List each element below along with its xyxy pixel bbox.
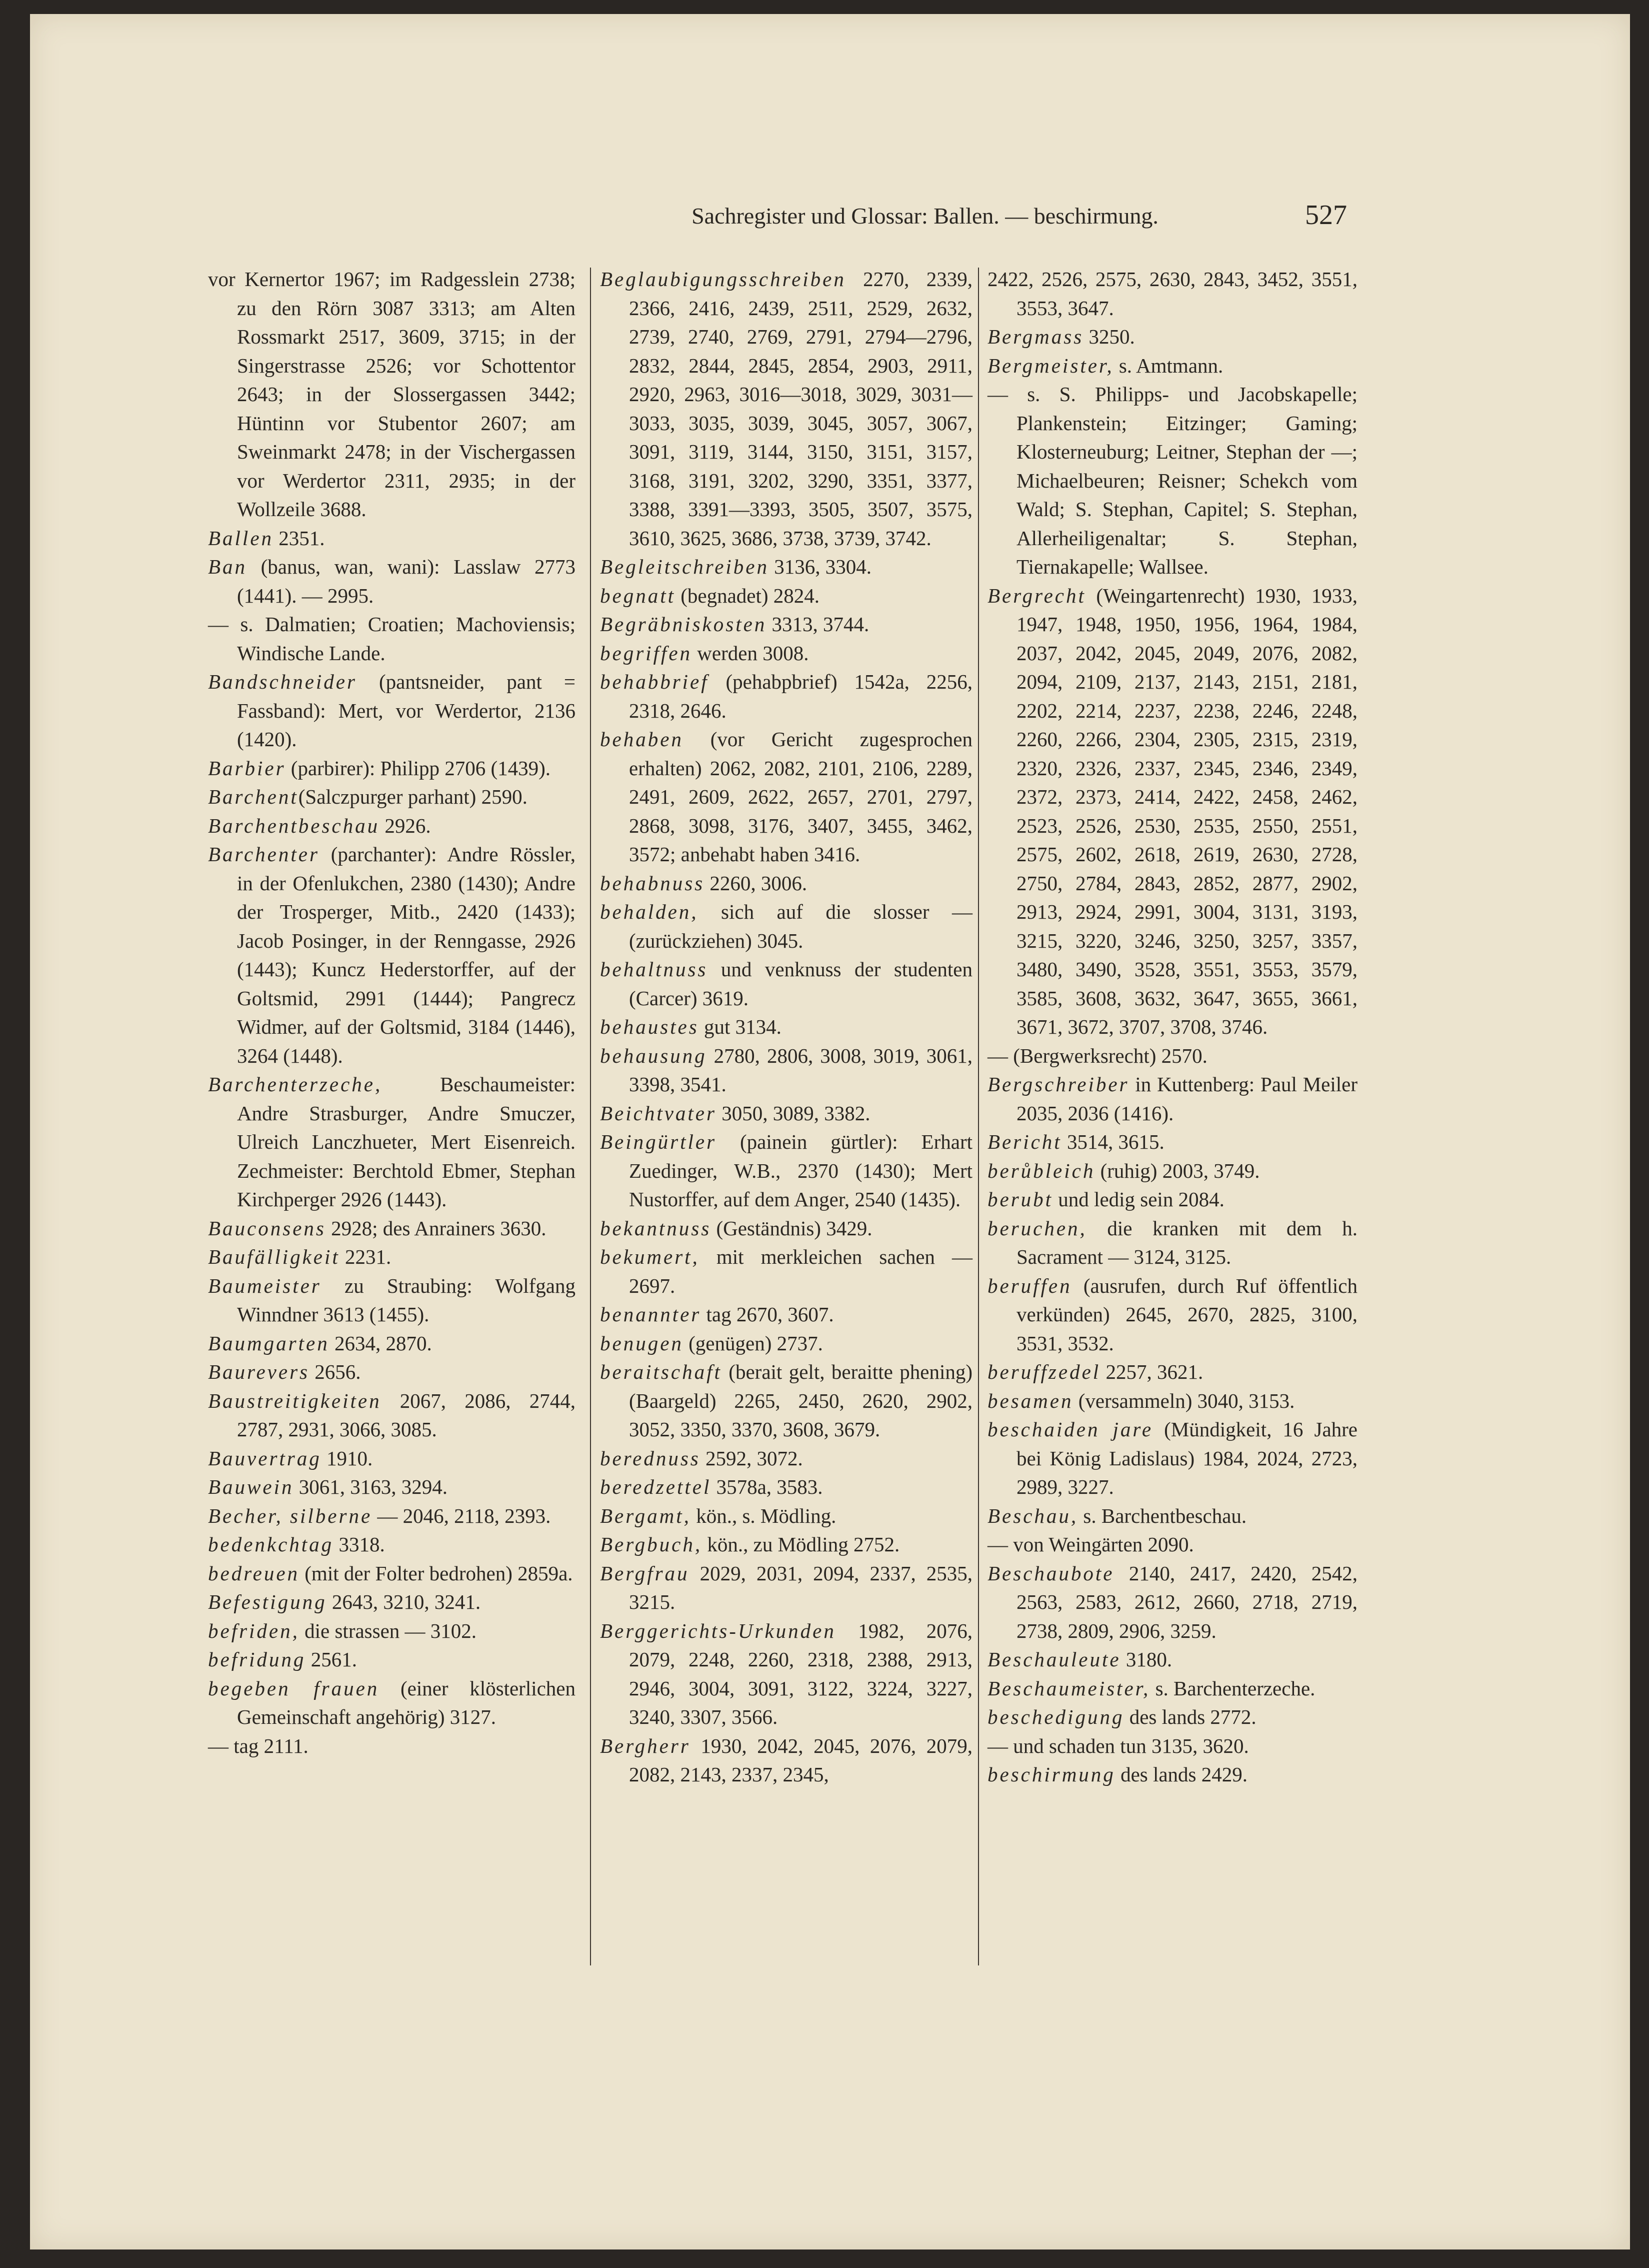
entry-text: (versammeln) 3040, 3153.: [1073, 1389, 1295, 1412]
index-entry: [988, 1387, 1358, 1416]
entry-text: (genügen) 2737.: [683, 1331, 823, 1355]
entry-lemma: behaustes: [600, 1015, 699, 1038]
entry-lemma: berednuss: [600, 1446, 700, 1470]
entry-text: 2140, 2417, 2420, 2542, 2563, 2583, 2612, 2660, 2718, 2719, 2738, 2809, 2906, 3259.: [1016, 1561, 1358, 1642]
entry-text: kön., zu Mödling 2752.: [702, 1533, 900, 1556]
index-entry: [600, 1128, 972, 1214]
entry-lemma: Beichtvater: [600, 1101, 716, 1125]
index-entry: [988, 380, 1358, 582]
index-entry: [600, 1243, 972, 1300]
entry-text: 3050, 3089, 3382.: [716, 1101, 870, 1125]
entry-text: (parbirer): Philipp 2706 (1439).: [286, 756, 551, 780]
index-entry: [208, 1645, 576, 1674]
entry-lemma: begnatt: [600, 584, 676, 607]
entry-lemma: begriffen: [600, 641, 692, 665]
entry-text: (parchanter): Andre Rössler, in der Ofenlukchen, 2380 (1430); Andre der Trosperger, Mitb., 2420 (1433); Jacob Posinger, in der Renngasse, 2926 (1443); Kuncz Hederstorffer, auf der Goltsmid, 2991 (1444); Pangrecz Widmer, auf der Goltsmid, 3184 (1446), 3264 (1448).: [237, 843, 576, 1067]
entry-text: — 2046, 2118, 2393.: [372, 1504, 551, 1527]
index-entry: [208, 668, 576, 754]
index-entry: [208, 812, 576, 841]
index-entry: [208, 1358, 576, 1387]
entry-text: vor Kernertor 1967; im Radgesslein 2738; zu den Rörn 3087 3313; am Alten Rossmarkt 2517, 3609, 3715; in der Singerstrasse 2526; vor Schottentor 2643; in der Slossergassen 3442; Hüntinn vor Stubentor 2607; am Sweinmarkt 2478; in der Vischergassen vor Werdertor 2311, 2935; in der Wollzeile 3688.: [208, 268, 576, 521]
entry-text: 2260, 3006.: [704, 871, 808, 895]
entry-text: gut 3134.: [698, 1015, 782, 1038]
entry-lemma: bekantnuss: [600, 1216, 712, 1240]
entry-text: kön., s. Mödling.: [690, 1504, 836, 1527]
entry-lemma: beschedigung: [988, 1705, 1124, 1728]
entry-text: 1982, 2076, 2079, 2248, 2260, 2318, 2388, 2913, 2946, 3004, 3091, 3122, 3224, 3227, 3240, 3307, 3566.: [629, 1619, 972, 1728]
entry-lemma: begeben frauen: [208, 1676, 380, 1700]
index-entry: [208, 840, 576, 1070]
entry-text: 3061, 3163, 3294.: [294, 1475, 448, 1498]
entry-text: (pehabpbrief) 1542a, 2256, 2318, 2646.: [629, 670, 972, 722]
entry-text: (berait gelt, beraitte phening) (Baargeld) 2265, 2450, 2620, 2902, 3052, 3350, 3370, 3608, 3679.: [629, 1360, 972, 1441]
index-entry: [600, 955, 972, 1013]
entry-lemma: beschirmung: [988, 1763, 1116, 1786]
index-entry: [208, 1732, 576, 1761]
entry-lemma: behabbrief: [600, 670, 709, 693]
entry-text: 1910.: [321, 1446, 373, 1470]
entry-text: 2656.: [309, 1360, 361, 1383]
entry-text: werden 3008.: [692, 641, 809, 665]
entry-text: (ruhig) 2003, 3749.: [1095, 1159, 1260, 1182]
index-entry: [208, 1674, 576, 1732]
entry-lemma: Ballen: [208, 526, 274, 550]
entry-text: die kranken mit dem h. Sacrament — 3124, 3125.: [1016, 1216, 1358, 1268]
column-rule: [590, 268, 591, 1965]
index-entry: [208, 1272, 576, 1329]
entry-lemma: Beschau,: [988, 1504, 1078, 1527]
entry-lemma: Beglaubigungsschreiben: [600, 268, 846, 291]
entry-text: und ledig sein 2084.: [1053, 1188, 1224, 1211]
entry-lemma: Beschaubote: [988, 1561, 1114, 1585]
entry-lemma: Baumgarten: [208, 1331, 330, 1355]
entry-text: — und schaden tun 3135, 3620.: [988, 1734, 1249, 1757]
index-entry: [600, 1559, 972, 1617]
index-entry: [600, 1358, 972, 1444]
entry-text: 2422, 2526, 2575, 2630, 2843, 3452, 3551, 3553, 3647.: [988, 268, 1358, 320]
index-entry: [988, 1645, 1358, 1674]
index-entry: [600, 1300, 972, 1329]
index-entry: [600, 898, 972, 955]
index-entry: [208, 553, 576, 610]
index-entry: [600, 1617, 972, 1732]
entry-text: 3514, 3615.: [1062, 1130, 1164, 1153]
page-number: 527: [1305, 200, 1347, 231]
entry-text: 3578a, 3583.: [711, 1475, 823, 1498]
index-entry: [208, 265, 576, 524]
index-entry: [988, 1530, 1358, 1559]
entry-lemma: bedreuen: [208, 1561, 300, 1585]
index-entry: [988, 1703, 1358, 1732]
index-entry: [208, 1473, 576, 1502]
index-entry: [208, 1070, 576, 1214]
entry-text: (pantsneider, pant = Fassband): Mert, vor Werdertor, 2136 (1420).: [237, 670, 576, 751]
index-entry: [208, 1243, 576, 1272]
index-column-1: [208, 265, 576, 1760]
entry-text: sich auf die slosser — (zurückziehen) 3045.: [629, 900, 972, 952]
entry-lemma: Bergherr: [600, 1734, 690, 1757]
entry-lemma: Bauwein: [208, 1475, 294, 1498]
index-entry: [600, 668, 972, 725]
entry-text: 3180.: [1120, 1648, 1172, 1671]
index-entry: [208, 1617, 576, 1646]
entry-lemma: Bergmass: [988, 325, 1084, 348]
entry-lemma: beschaiden jare: [988, 1418, 1154, 1441]
index-entry: [988, 1042, 1358, 1071]
entry-text: die strassen — 3102.: [299, 1619, 477, 1642]
entry-lemma: Bergschreiber: [988, 1073, 1130, 1096]
entry-lemma: Befestigung: [208, 1590, 327, 1613]
entry-lemma: besamen: [988, 1389, 1074, 1412]
column-rule: [978, 268, 979, 1965]
entry-text: 3136, 3304.: [769, 555, 872, 578]
index-entry: [600, 1329, 972, 1358]
entry-lemma: Barchent: [208, 785, 298, 808]
index-entry: [208, 1588, 576, 1617]
index-entry: [988, 1157, 1358, 1186]
entry-text: 3313, 3744.: [766, 613, 870, 636]
entry-text: 2067, 2086, 2744, 2787, 2931, 3066, 3085.: [237, 1389, 576, 1441]
entry-lemma: Bergbuch,: [600, 1533, 702, 1556]
index-entry: [988, 1502, 1358, 1531]
entry-text: 3250.: [1084, 325, 1135, 348]
entry-lemma: beruffzedel: [988, 1360, 1101, 1383]
entry-lemma: Becher, silberne: [208, 1504, 372, 1527]
entry-lemma: behabnuss: [600, 871, 705, 895]
entry-text: (einer klösterlichen Gemeinschaft angehörig) 3127.: [237, 1676, 576, 1728]
index-column-3: [988, 265, 1358, 1789]
index-entry: [988, 1760, 1358, 1789]
index-entry: [600, 1530, 972, 1559]
entry-lemma: Baumeister: [208, 1274, 322, 1297]
entry-lemma: Beschauleute: [988, 1648, 1121, 1671]
index-entry: [988, 1214, 1358, 1272]
entry-text: 1930, 2042, 2045, 2076, 2079, 2082, 2143, 2337, 2345,: [629, 1734, 972, 1786]
entry-lemma: behausung: [600, 1044, 707, 1067]
entry-text: (Mündigkeit, 16 Jahre bei König Ladislaus) 1984, 2024, 2723, 2989, 3227.: [1016, 1418, 1358, 1498]
entry-text: 2592, 3072.: [700, 1446, 803, 1470]
index-entry: [208, 1387, 576, 1444]
running-header: Sachregister und Glossar: Ballen. — beschirmung.: [692, 203, 1158, 229]
entry-text: 2926.: [380, 814, 431, 837]
index-entry: [600, 553, 972, 582]
entry-lemma: Barchentbeschau: [208, 814, 380, 837]
index-entry: [208, 1502, 576, 1531]
index-entry: [208, 1559, 576, 1588]
index-entry: [600, 1042, 972, 1099]
index-entry: [600, 1214, 972, 1243]
entry-lemma: beruffen: [988, 1274, 1072, 1297]
entry-lemma: Bericht: [988, 1130, 1062, 1153]
entry-text: 2231.: [340, 1245, 392, 1268]
entry-text: (vor Gericht zugesprochen erhalten) 2062, 2082, 2101, 2106, 2289, 2491, 2609, 2622, 2657, 2701, 2797, 2868, 3098, 3176, 3407, 3455, 3462, 3572; anbehabt haben 3416.: [629, 728, 972, 866]
entry-text: in Kuttenberg: Paul Meiler 2035, 2036 (1416).: [1016, 1073, 1358, 1125]
entry-text: 3318.: [334, 1533, 385, 1556]
index-entry: [988, 1415, 1358, 1502]
index-entry: [600, 610, 972, 639]
index-entry: [600, 1732, 972, 1789]
entry-lemma: benannter: [600, 1303, 702, 1326]
entry-lemma: beraitschaft: [600, 1360, 722, 1383]
entry-lemma: Begräbniskosten: [600, 613, 767, 636]
entry-lemma: Begleitschreiben: [600, 555, 769, 578]
entry-lemma: Barchenter: [208, 843, 320, 866]
entry-lemma: beruchen,: [988, 1216, 1087, 1240]
entry-lemma: behalden,: [600, 900, 698, 923]
entry-text: (Weingartenrecht) 1930, 1933, 1947, 1948, 1950, 1956, 1964, 1984, 2037, 2042, 2045, 2049, 2076, 2082, 2094, 2109, 2137, 2143, 2151, 2181, 2202, 2214, 2237, 2238, 2246, 2248, 2260, 2266, 2304, 2305, 2315, 2319, 2320, 2326, 2337, 2345, 2346, 2349, 2372, 2373, 2414, 2422, 2458, 2462, 2523, 2526, 2530, 2535, 2550, 2551, 2575, 2602, 2618, 2619, 2630, 2728, 2750, 2784, 2843, 2852, 2877, 2902, 2913, 2924, 2991, 3004, 3131, 3193, 3215, 3220, 3246, 3250, 3257, 3357, 3480, 3490, 3528, 3551, 3553, 3579, 3585, 3608, 3632, 3647, 3655, 3661, 3671, 3672, 3707, 3708, 3746.: [1016, 584, 1358, 1038]
index-entry: [988, 1185, 1358, 1214]
index-entry: [988, 323, 1358, 352]
index-entry: [988, 1559, 1358, 1646]
entry-lemma: Berggerichts-Urkunden: [600, 1619, 836, 1642]
entry-text: 2351.: [274, 526, 325, 550]
entry-text: 2257, 3621.: [1100, 1360, 1204, 1383]
entry-text: — tag 2111.: [208, 1734, 308, 1757]
entry-text: des lands 2772.: [1124, 1705, 1256, 1728]
entry-text: (ausrufen, durch Ruf öffentlich verkünden) 2645, 2670, 2825, 3100, 3531, 3532.: [1016, 1274, 1358, 1355]
index-entry: [208, 754, 576, 783]
entry-lemma: Bauconsens: [208, 1216, 326, 1240]
entry-lemma: Beingürtler: [600, 1130, 717, 1153]
index-entry: [988, 1070, 1358, 1128]
index-entry: [600, 639, 972, 668]
entry-text: 2029, 2031, 2094, 2337, 2535, 3215.: [629, 1561, 972, 1613]
entry-text: — s. Dalmatien; Croatien; Machoviensis; Windische Lande.: [208, 613, 576, 665]
entry-lemma: Ban: [208, 555, 248, 578]
index-entry: [600, 1099, 972, 1128]
entry-text: — (Bergwerksrecht) 2570.: [988, 1044, 1208, 1067]
entry-text: 2643, 3210, 3241.: [326, 1590, 481, 1613]
entry-text: 2780, 2806, 3008, 3019, 3061, 3398, 3541.: [629, 1044, 972, 1096]
entry-lemma: Bandschneider: [208, 670, 357, 693]
index-entry: [600, 725, 972, 869]
entry-lemma: benugen: [600, 1331, 684, 1355]
entry-lemma: behaben: [600, 728, 684, 751]
entry-text: 2270, 2339, 2366, 2416, 2439, 2511, 2529, 2632, 2739, 2740, 2769, 2791, 2794—2796, 2832, 2844, 2845, 2854, 2903, 2911, 2920, 2963, 3016—3018, 3029, 3031—3033, 3035, 3039, 3045, 3057, 3067, 3091, 3119, 3144, 3150, 3151, 3157, 3168, 3191, 3202, 3290, 3351, 3377, 3388, 3391—3393, 3505, 3507, 3575, 3610, 3625, 3686, 3738, 3739, 3742.: [629, 268, 972, 550]
entry-lemma: befridung: [208, 1648, 306, 1671]
entry-lemma: Bauvertrag: [208, 1446, 322, 1470]
entry-text: 2561.: [306, 1648, 357, 1671]
index-entry: [988, 1674, 1358, 1703]
index-entry: [600, 1502, 972, 1531]
entry-text: (banus, wan, wani): Lasslaw 2773 (1441). — 2995.: [237, 555, 576, 607]
entry-text: und venknuss der studenten (Carcer) 3619.: [629, 958, 972, 1010]
entry-text: 2634, 2870.: [329, 1331, 432, 1355]
entry-text: — von Weingärten 2090.: [988, 1533, 1194, 1556]
entry-lemma: bekumert,: [600, 1245, 700, 1268]
entry-text: — s. S. Philipps- und Jacobskapelle; Plankenstein; Eitzinger; Gaming; Klosterneuburg; Leitner, Stephan der —; Michaelbeuren; Reisner; Schekch vom Wald; S. Stephan, Capitel; S. Stephan, Allerheiligenaltar; S. Stephan, Tiernakapelle; Wallsee.: [988, 383, 1358, 578]
entry-text: (mit der Folter bedrohen) 2859a.: [300, 1561, 573, 1585]
entry-lemma: Bergmeister,: [988, 354, 1114, 377]
entry-lemma: Baustreitigkeiten: [208, 1389, 382, 1412]
entry-lemma: behaltnuss: [600, 958, 708, 981]
index-entry: [208, 524, 576, 553]
entry-text: (painein gürtler): Erhart Zuedinger, W.B., 2370 (1430); Mert Nustorffer, auf dem Anger, 2540 (1435).: [629, 1130, 972, 1211]
index-column-2: [600, 265, 972, 1789]
index-entry: [208, 1530, 576, 1559]
entry-text: s. Amtmann.: [1114, 354, 1224, 377]
entry-lemma: berubt: [988, 1188, 1054, 1211]
index-entry: [600, 1473, 972, 1502]
index-entry: [988, 1272, 1358, 1358]
index-entry: [600, 869, 972, 898]
index-entry: [988, 582, 1358, 1042]
entry-lemma: beredzettel: [600, 1475, 712, 1498]
index-entry: [208, 1214, 576, 1243]
entry-text: tag 2670, 3607.: [701, 1303, 834, 1326]
entry-lemma: Barbier: [208, 756, 286, 780]
index-entry: [208, 610, 576, 668]
index-entry: [988, 352, 1358, 381]
index-entry: [988, 1358, 1358, 1387]
entry-text: s. Barchentbeschau.: [1078, 1504, 1247, 1527]
entry-lemma: befriden,: [208, 1619, 300, 1642]
entry-text: zu Straubing: Wolfgang Winndner 3613 (1455).: [237, 1274, 576, 1326]
entry-lemma: Bergamt,: [600, 1504, 691, 1527]
index-entry: [600, 265, 972, 553]
index-entry: [600, 582, 972, 611]
entry-text: (Geständnis) 3429.: [711, 1216, 872, 1240]
index-entry: [988, 1128, 1358, 1157]
entry-lemma: berůbleich: [988, 1159, 1096, 1182]
entry-text: mit merkleichen sachen — 2697.: [629, 1245, 972, 1297]
index-entry: [208, 1329, 576, 1358]
index-entry: [988, 1732, 1358, 1761]
index-entry: [600, 1013, 972, 1042]
entry-lemma: Beschaumeister,: [988, 1676, 1150, 1700]
entry-lemma: Bergrecht: [988, 584, 1086, 607]
index-entry: [600, 1444, 972, 1473]
entry-text: (begnadet) 2824.: [675, 584, 820, 607]
entry-lemma: Baurevers: [208, 1360, 310, 1383]
entry-text: (Salczpurger parhant) 2590.: [298, 785, 528, 808]
entry-lemma: Baufälligkeit: [208, 1245, 340, 1268]
index-entry: [988, 265, 1358, 323]
index-entry: [208, 783, 576, 812]
index-entry: [208, 1444, 576, 1473]
entry-text: s. Barchenterzeche.: [1150, 1676, 1316, 1700]
entry-lemma: Barchenterzeche,: [208, 1073, 382, 1096]
entry-text: 2928; des Anrainers 3630.: [326, 1216, 546, 1240]
entry-text: des lands 2429.: [1115, 1763, 1248, 1786]
entry-text: Beschaumeister: Andre Strasburger, Andre Smuczer, Ulreich Lanczhueter, Mert Eisenreich. Zechmeister: Berchtold Ebmer, Stephan Kirchperger 2926 (1443).: [237, 1073, 576, 1211]
entry-lemma: Bergfrau: [600, 1561, 690, 1585]
entry-lemma: bedenkchtag: [208, 1533, 334, 1556]
